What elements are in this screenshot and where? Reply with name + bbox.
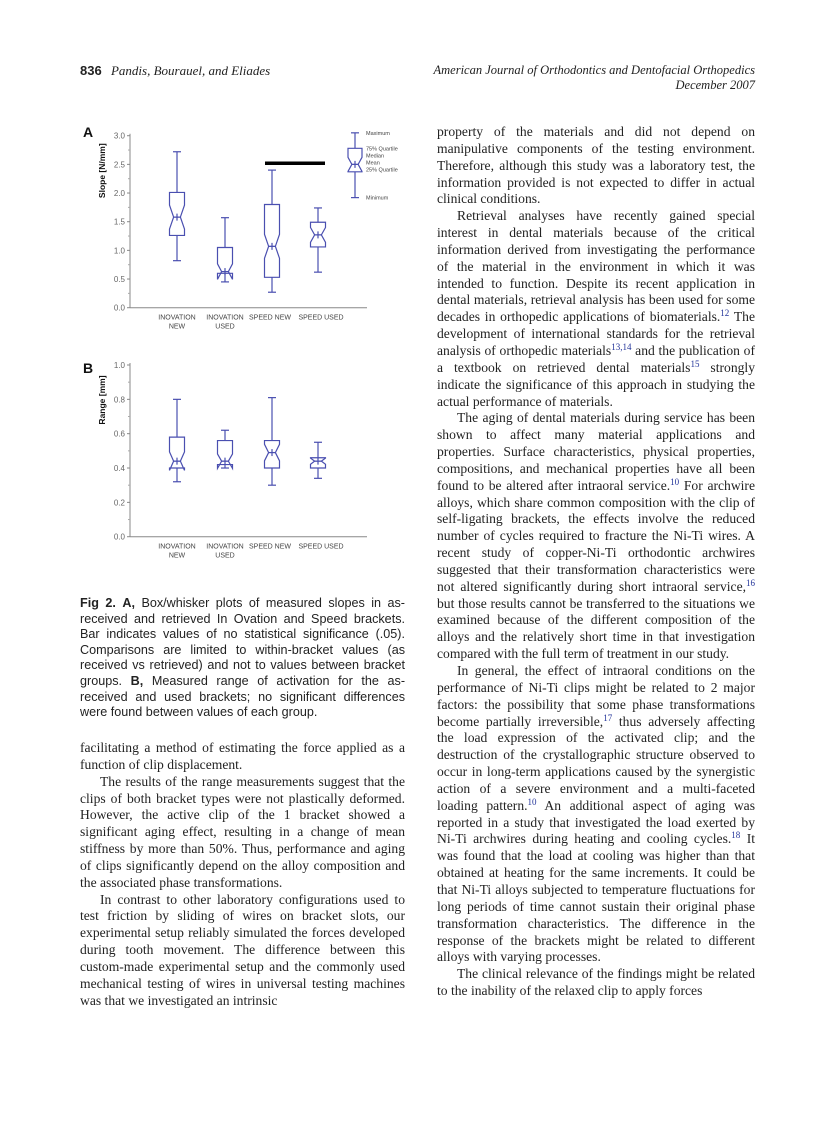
caption-a-label: A, (122, 596, 135, 610)
x-tick-label: INOVATION (206, 543, 244, 551)
legend (348, 131, 398, 202)
box-plot (265, 170, 280, 292)
text-run: An additional aspect of aging was reported in a study that investigated the load exerted by Ni-Ti archwires during heating and cooling cycles. (437, 797, 755, 847)
text-run: and the publication of a textbook on retrieved dental materials (437, 342, 755, 375)
paragraph (437, 966, 755, 1000)
chart-panel-b (83, 360, 367, 560)
legend-label: 25% Quartile (366, 167, 398, 174)
y-tick-label: 0.0 (113, 532, 125, 542)
x-tick-label: INOVATION (158, 314, 196, 322)
x-tick-label: NEW (168, 552, 186, 560)
text-run: property of the materials and did not depend on manipulative components of the testing environment. Therefore, although this study was a laboratory test, the information provided is not expected to differ in actual clinical conditions. (437, 124, 755, 207)
authors: Pandis, Bourauel, and Eliades (110, 63, 271, 78)
x-tick-label: USED (215, 323, 235, 331)
x-tick-label: SPEED NEW (248, 314, 292, 322)
paragraph (437, 208, 755, 410)
text-run: For archwire alloys, which share common composition with the clip of self-ligating brackets, the effects involve the reduced number of cycles required to fracture the Ni-Ti wires. A recent study of copper-Ni-Ti orthodontic archwires suggested that their transformation characteristics were not altered significantly during short intraoral service, (437, 477, 755, 594)
y-tick-label: 0.5 (113, 275, 125, 285)
y-tick-label: 1.0 (113, 246, 125, 256)
caption-b-text: Measured range of activation for the as-received and used brackets; no significant differences were found between values of each group. (80, 673, 406, 720)
citation-reference[interactable]: 10 (670, 476, 680, 487)
text-run: The clinical relevance of the findings might be related to the inability of the relaxed clip to apply forces (437, 966, 755, 999)
page-number: 836 (80, 63, 102, 78)
caption-label: Fig 2. (80, 596, 116, 610)
paragraph (80, 774, 405, 892)
box-plot (218, 218, 233, 282)
y-tick-label: 3.0 (113, 131, 125, 141)
box-body (170, 437, 185, 470)
left-column-body (80, 740, 405, 1010)
paragraph (80, 892, 405, 1010)
paragraph (437, 124, 755, 208)
y-tick-label: 0.0 (113, 303, 125, 313)
right-column-body (437, 124, 755, 1000)
chart-panel-a (83, 124, 398, 331)
text-run: strongly indicate the significance of this approach in studying the actual performance of materials. (437, 359, 755, 409)
caption-b-label: B, (130, 673, 144, 688)
legend-label: Minimum (366, 195, 389, 202)
text-run: In general, the effect of intraoral conditions on the performance of Ni-Ti clips might be related to 2 major factors: the possibility that some phase transformations become partially irreversible, (437, 663, 755, 729)
x-tick-label: INOVATION (158, 543, 196, 551)
y-tick-label: 0.2 (113, 498, 125, 508)
text-run: The aging of dental materials during service has been shown to affect many material applications and properties. Surface characteristics, physical properties, compositions, and mechanical properties have all been found to be altered after intraoral service. (437, 410, 755, 493)
y-tick-label: 0.8 (113, 395, 125, 405)
y-tick-label: 0.4 (113, 464, 125, 474)
citation-reference[interactable]: 17 (603, 712, 613, 723)
citation-reference[interactable]: 18 (731, 830, 741, 841)
y-tick-label: 1.5 (113, 217, 125, 227)
x-tick-label: SPEED NEW (248, 543, 292, 551)
box-plot (265, 398, 280, 486)
x-tick-label: NEW (168, 323, 186, 331)
text-run: but those results cannot be transferred to the situations we examined because of the different composition of the alloys and the relatively short time in that investigation compared with the full term of treatment in our study. (437, 595, 755, 662)
citation-reference[interactable]: 12 (720, 308, 730, 319)
citation-reference[interactable]: 15 (690, 358, 700, 369)
citation-reference[interactable]: 10 (527, 796, 537, 807)
caption-a-text: Box/whisker plots of measured slopes in as-received and retrieved In Ovation and Speed brackets. Bar indicates values of no statistical significance (.05). Comparisons are limited to within-bracket values (as received vs retrieved) and not to values between bracket groups. (80, 596, 406, 688)
paragraph (80, 740, 405, 774)
issue-date: December 2007 (675, 78, 755, 92)
y-tick-label: 1.0 (113, 361, 125, 370)
panel-label: B (83, 360, 94, 376)
x-tick-label: INOVATION (206, 314, 244, 322)
journal-title: American Journal of Orthodontics and Dentofacial Orthopedics (433, 63, 755, 77)
legend-label: Mean (366, 160, 380, 167)
text-run: facilitating a method of estimating the force applied as a function of clip displacement. (80, 740, 405, 772)
text-run: The results of the range measurements suggest that the clips of both bracket types were not plastically deformed. However, the active clip of the 1 bracket showed a significant aging effect, resulting in a change of mean stiffness by more than 50%. Thus, performance and aging of clips significantly depend on the alloy composition and the associated phase transformations. (80, 773, 405, 890)
panel-label: A (83, 124, 94, 140)
legend-label: Maximum (366, 130, 390, 137)
legend-label: Median (366, 153, 385, 160)
box-plot (311, 442, 326, 478)
box-plot (170, 152, 185, 261)
x-tick-label: USED (215, 552, 235, 560)
box-plot (218, 430, 233, 468)
y-tick-label: 2.0 (113, 189, 125, 199)
y-tick-label: 2.5 (113, 160, 125, 170)
x-tick-label: SPEED USED (298, 314, 344, 322)
y-axis-label: Slope [N/mm] (97, 143, 107, 199)
box-body (265, 205, 280, 278)
text-run: thus adversely affecting the load expression of the activated clip; and the destruction of the crystallographic structure observed to occur in long-term applications caused by the synergistic action of a severe environment and a multi-faceted loading pattern. (437, 713, 756, 813)
text-run: In contrast to other laboratory configurations used to test friction by sliding of wires on bracket slots, our experimental setup reliably simulated the forces developed during tooth movement. The difference between this custom-made experimental setup and the commonly used mechanical testing of wires in universal testing machines was that we investigated an intrinsic (80, 891, 405, 1008)
text-run: It was found that the load at cooling was higher than that obtained at heating for the same increments. It could be that Ni-Ti alloys subjected to temperature fluctuations for long periods of time cannot sustain their original phase transformation characteristics. The difference in the response of the brackets might be related to different alloys with varying processes. (437, 831, 756, 965)
y-axis-label: Range [mm] (97, 375, 107, 425)
citation-reference[interactable]: 16 (746, 577, 755, 588)
figure-caption (80, 596, 405, 721)
text-run: Retrieval analyses have recently gained special interest in dental materials because of the critical information derived from investigating the performance of the material in the environment in which it was intended to function. Despite its recent application in dental materials, retrieval analysis has been used for some decades in orthopedic applications of biomaterials. (437, 208, 755, 325)
citation-reference[interactable]: 13,14 (611, 341, 632, 352)
text-run: The development of international standards for the retrieval analysis of orthopedic materials (437, 309, 755, 358)
paragraph (437, 663, 755, 966)
box-plot (170, 399, 185, 481)
paragraph (437, 410, 755, 663)
box-body (348, 148, 362, 172)
x-tick-label: SPEED USED (298, 543, 344, 551)
box-plot (311, 208, 326, 272)
y-tick-label: 0.6 (113, 429, 125, 439)
legend-label: 75% Quartile (366, 146, 398, 153)
